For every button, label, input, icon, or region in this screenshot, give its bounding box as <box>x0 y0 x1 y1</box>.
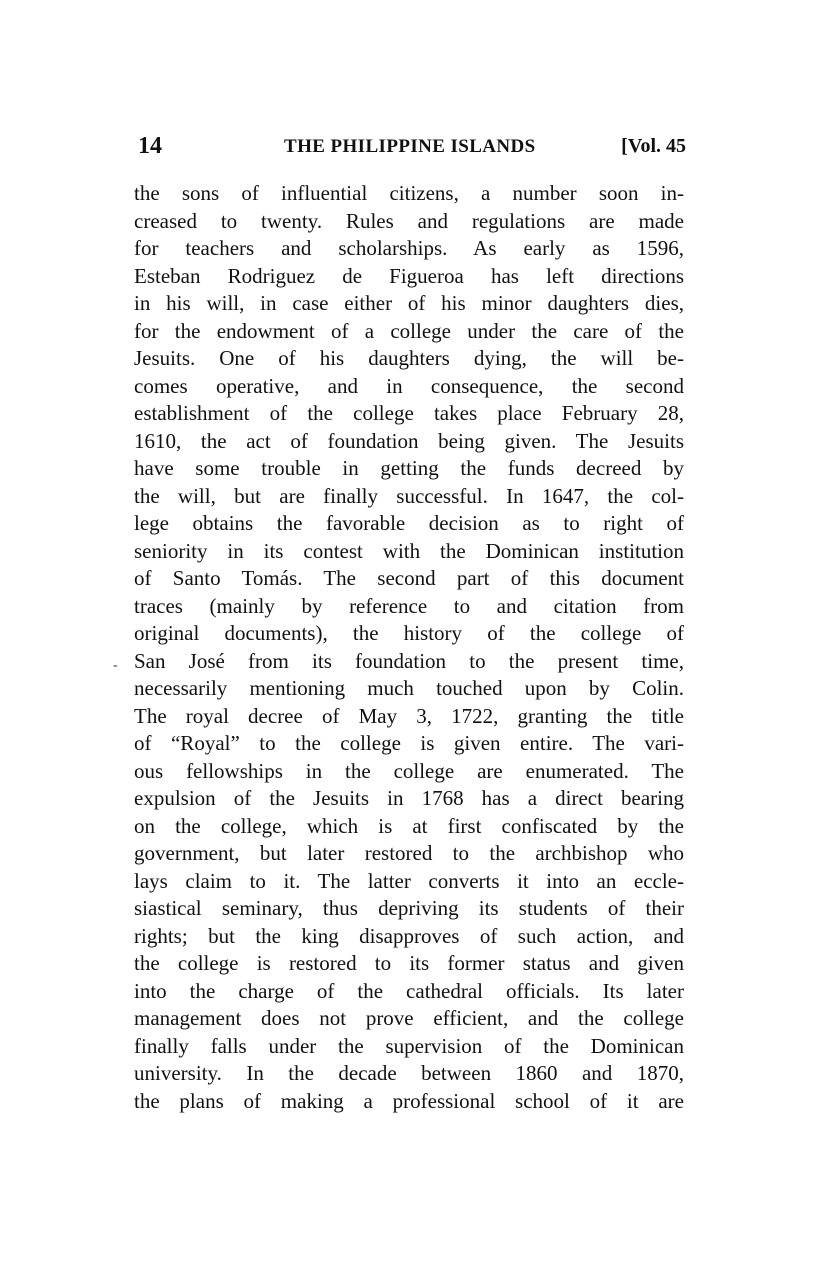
text-line: establishment of the college takes place February 28, <box>134 401 684 425</box>
text-line: the will, but are finally successful. In 1647, the col- <box>134 483 684 508</box>
running-head <box>138 133 686 163</box>
text-line: seniority in its contest with the Dominican institution <box>134 538 684 563</box>
text-line: creased to twenty. Rules and regulations are made <box>134 208 684 233</box>
text-line: lege obtains the favorable decision as to right of <box>134 511 684 535</box>
text-line: rights; but the king disapproves of such action, and <box>134 923 684 948</box>
text-line: expulsion of the Jesuits in 1768 has a direct bearing <box>134 786 684 810</box>
text-line: finally falls under the supervision of the Dominican <box>134 1033 684 1058</box>
text-line: lays claim to it. The latter converts it into an eccle- <box>134 868 684 893</box>
text-line: original documents), the history of the college of <box>134 621 684 645</box>
text-line: of Santo Tomás. The second part of this document <box>134 566 684 590</box>
body-paragraph <box>134 180 684 1115</box>
text-line: Jesuits. One of his daughters dying, the will be- <box>134 346 684 370</box>
book-title: THE PHILIPPINE ISLANDS <box>284 136 536 157</box>
text-line: management does not prove efficient, and the college <box>134 1006 684 1030</box>
text-line: on the college, which is at first confiscated by the <box>134 813 684 838</box>
text-line: in his will, in case either of his minor daughters dies, <box>134 291 684 315</box>
text-line: have some trouble in getting the funds decreed by <box>134 456 684 480</box>
text-line: the sons of influential citizens, a number soon in- <box>134 181 684 205</box>
text-line: government, but later restored to the archbishop who <box>134 841 684 865</box>
volume-label: [Vol. 45 <box>621 135 686 157</box>
text-line: the college is restored to its former status and given <box>134 951 684 975</box>
text-line: necessarily mentioning much touched upon by Colin. <box>134 676 684 700</box>
text-line: of “Royal” to the college is given entire. The vari- <box>134 731 684 755</box>
text-line: for the endowment of a college under the care of the <box>134 318 684 343</box>
text-line: university. In the decade between 1860 and 1870, <box>134 1061 684 1085</box>
text-line: comes operative, and in consequence, the second <box>134 373 684 398</box>
text-line: traces (mainly by reference to and citation from <box>134 593 684 618</box>
text-line: for teachers and scholarships. As early as 1596, <box>134 236 684 260</box>
text-line: the plans of making a professional school of it are <box>134 1088 684 1113</box>
text-line: The royal decree of May 3, 1722, granting the title <box>134 703 684 728</box>
text-line: ous fellowships in the college are enumerated. The <box>134 758 684 783</box>
page-number: 14 <box>138 133 162 159</box>
margin-mark: - <box>113 658 118 673</box>
text-line: siastical seminary, thus depriving its students of their <box>134 896 684 920</box>
text-line: Esteban Rodriguez de Figueroa has left directions <box>134 263 684 288</box>
text-line: San José from its foundation to the present time, <box>134 648 684 673</box>
text-line: into the charge of the cathedral officials. Its later <box>134 978 684 1003</box>
text-line: 1610, the act of foundation being given. The Jesuits <box>134 428 684 453</box>
